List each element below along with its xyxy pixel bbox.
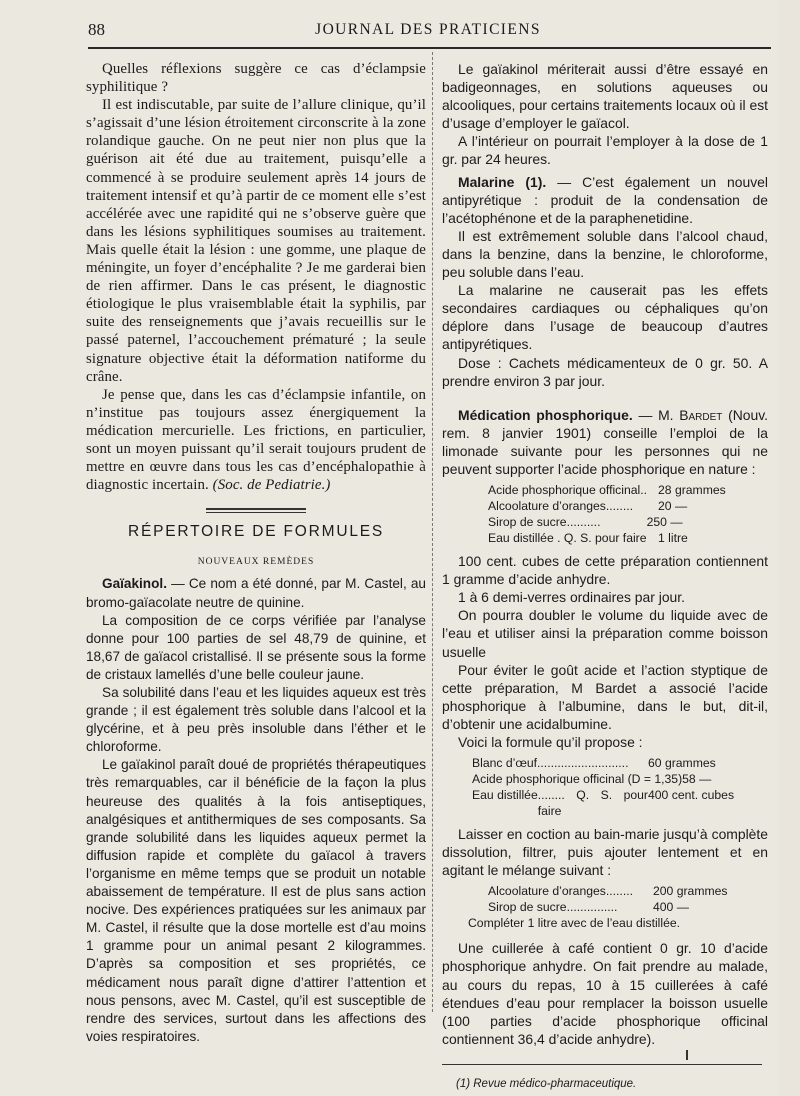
ingredient-name: Alcoolature d’oranges [488,884,606,899]
ingredient-name: Acide phosphorique officinal (D = 1,35) [472,772,683,787]
malarine-heading: Malarine (1). [458,173,547,190]
formula-melange [442,883,768,931]
paragraph-malarine-effects: La malarine ne causerait pas les effets secondaires cardiaques ou céphaliques qu’on déplore dans l’usage de beaucoup d’autres antipyrétiques. [442,282,768,353]
ingredient-name: Acide phosphorique officinal [488,483,641,498]
gaiakinol-intro: — Ce nom a été donné, par M. Castel, au bromo-gaïacolate neutre de quinine. [86,576,426,610]
formula-row [442,899,768,915]
section-separator [206,508,306,513]
phosphorique-author: — M. Bardet [632,406,723,423]
formula-row [442,755,768,771]
spacer [442,390,768,406]
subsection-title: NOUVEAUX REMÈDES [197,557,315,568]
ingredient-quantity: 400 cent. cubes [648,788,735,803]
ingredient-quantity: 58 — [682,772,712,787]
conclusion-source: (Soc. de Pediatrie.) [212,477,331,494]
paragraph-cuilleree: Une cuillerée à café contient 0 gr. 10 d’acide phosphorique anhydre. On fait prendre au malade, au cours du repas, 10 à 15 cuillerées à café étendues d’eau pour remplacer la boisson usuelle (100 parties d’acide phosphorique officinal contiennent 36,4 d’acide anhydre). [442,940,768,1047]
ingredient-quantity: 1 litre [658,531,688,546]
paragraph-malarine [442,173,768,227]
leader-dots: ........ [605,499,633,514]
ingredient-name: Eau distillée . Q. S. pour faire [488,531,647,546]
paragraph-question: Quelles réflexions suggère ce cas d’éclampsie syphilitique ? [86,61,426,96]
paragraph-properties: Le gaïakinol paraît doué de propriétés thérapeutiques très remarquables, car il bénéficie de la façon la plus heureuse des qualités à la fois antiseptiques, analgésiques et antithermiques de ses composants. Sa grande solubilité dans les liquides aqueux permet la diffusion rapide et complète du gaïacol à travers l’organisme en même temps que se produit un notable abaissement de température. Il est de plus sans action nocive. Des expériences pratiquées sur les animaux par M. Castel, il résulte que la dose mortelle est d’au moins 1 gramme pour un animal pesant 2 kilogrammes. D’après sa composition et ses propriétés, ce médicament nous paraît digne d’attirer l’attention et nous pensons, avec M. Castel, qu’il est susceptible de rendre des services, surtout dans les affections des voies respiratoires. [86,757,426,1044]
header-rule [88,47,771,49]
paragraph-gaiakinol [86,575,426,611]
leader-dots: ........ [605,884,633,899]
left-column [86,60,426,1046]
paragraph-dose-gaiakinol: A l’intérieur on pourrait l’employer à la dose de 1 gr. par 24 heures. [442,133,768,168]
ingredient-quantity: 20 — [658,499,688,514]
leader-dots: .. [640,483,648,498]
paragraph-conclusion [86,386,426,495]
leader-dots: ............... [566,900,618,915]
ingredient-quantity: 200 grammes [653,884,728,899]
paragraph-coction: Laisser en coction au bain-marie jusqu’à complète dissolution, filtrer, puis ajouter lentement et en agitant le mélange suivant : [442,826,768,879]
formula-row [442,514,768,530]
section-title: RÉPERTOIRE DE FORMULES [127,523,385,541]
formula-row [442,771,768,787]
print-mark [686,1050,688,1060]
leader-dots: ........ Q. S. pour faire [537,788,648,819]
formula-row [442,482,768,498]
paragraph-acidalbumine: Pour éviter le goût acide et l’action styptique de cette préparation, M Bardet a associé l’acide phosphorique à l’albumine, dans le but, dit-il, d’obtenir une acidalbumine. [442,661,768,732]
ingredient-name: Blanc d’œuf [472,756,538,771]
malarine-intro: — C’est également un nouvel antipyrétique : produit de la condensation de l’acétophénone et de la paraphenetidine. [442,173,768,226]
formula-row [442,498,768,514]
journal-title: JOURNAL DES PRATICIENS [315,21,541,38]
ingredient-quantity: 28 grammes [658,483,726,498]
conclusion-text: Je pense que, dans les cas d’éclampsie infantile, on n’institue pas toujours assez énergiquement la médication mercurielle. Les frictions, en particulier, sont un moyen puissant qu’il serait toujours prudent de mettre en œuvre dans tous les cas d’encéphalopathie à diagnostic incertain. [86,386,426,494]
paragraph-formula-intro: Voici la formule qu’il propose : [458,734,643,750]
paragraph-malarine-solubility: Il est extrêmement soluble dans l’alcool chaud, dans la benzine, dans la benzine, le chloroforme, peu soluble dans l’eau. [442,227,768,281]
phosphorique-intro: (Nouv. rem. 8 janvier 1901) conseille l’emploi de la limonade suivante pour les personnes qui ne peuvent supporter l’acide phosphorique en nature : [442,406,768,477]
paragraph-dilution: On pourra doubler le volume du liquide avec de l’eau et utiliser ainsi la préparation comme boisson usuelle [442,607,768,660]
ingredient-name: Eau distillée [472,788,538,803]
formula-note: Compléter 1 litre avec de l’eau distillée. [468,916,681,931]
leader-dots [647,530,658,546]
ingredient-name: Sirop de sucre [488,900,567,915]
page-number: 88 [88,20,105,39]
paragraph-concentration: 100 cent. cubes de cette préparation contiennent 1 gramme d’acide anhydre. [442,553,768,588]
paragraph-phosphorique [442,406,768,478]
gaiakinol-heading: Gaïakinol. [102,576,167,592]
column-divider [432,52,434,1012]
right-column [442,60,768,1093]
paragraph-solubility: Sa solubilité dans l’eau et les liquides aqueux est très grande ; il est également très soluble dans l’alcool et la glycérine, et à peu près insoluble dans l’éther et le chloroforme. [86,685,426,755]
formula-row [442,530,768,546]
page-header [88,20,768,44]
paragraph-composition: La composition de ce corps vérifiée par l’analyse donne pour 100 parties de sel 48,79 de quinine, et 18,67 de gaïacol cristallisé. Il se présente sous la forme de cristaux lamellés d’une belle couleur jaune. [86,612,426,682]
ingredient-quantity: 250 — [646,515,683,530]
ingredient-name: Sirop de sucre [488,515,567,530]
paragraph-malarine-dose: Dose : Cachets médicamenteux de 0 gr. 50. A prendre environ 3 par jour. [442,354,768,389]
paragraph-posology: 1 à 6 demi-verres ordinaires par jour. [458,589,685,606]
formula-limonade [442,482,768,546]
footnote-rule [442,1064,762,1065]
formula-row [442,787,768,819]
ingredient-quantity: 400 — [653,900,689,915]
formula-acidalbumine [442,755,768,819]
leader-dots: ........................... [537,756,629,771]
ingredient-name: Alcoolature d’oranges [488,499,606,514]
phosphorique-heading: Médication phosphorique. [458,406,633,423]
leader-dots: .......... [566,515,601,530]
footnote-text: (1) Revue médico-pharmaceutique. [456,1077,637,1090]
paragraph-badigeonnages: Le gaïakinol mériterait aussi d’être essayé en badigeonnages, en solutions aqueuses ou alcooliques, pour certains traitements locaux où il est d’usage d’employer le gaïacol. [442,61,768,132]
footnote [442,1075,768,1093]
formula-row [442,883,768,899]
ingredient-quantity: 60 grammes [648,756,716,771]
paragraph-discussion: Il est indiscutable, par suite de l’allure clinique, qu’il s’agissait d’une lésion étroitement circonscrite à la zone rolandique gauche. On ne peut nier non plus que la guérison ait été due au traitement, puisqu’elle a commencé à se produire seulement après 14 jours de traitement intensif et qu’à partir de ce moment elle s’est accélérée avec une rapidité qui ne s’observe guère que dans les lésions syphilitiques soumises au traitement. Mais quelle était la lésion : une gomme, une plaque de méningite, un foyer d’encéphalite ? Je me garderai bien de rien affirmer. Dans le cas présent, le diagnostic étiologique le plus vraisemblable était la syphilis, par suite des renseignements que j’avais recueillis sur le passé paternel, l’accouchement prématuré ; la seule signature objective était la déformation natiforme du crâne. [86,97,426,385]
